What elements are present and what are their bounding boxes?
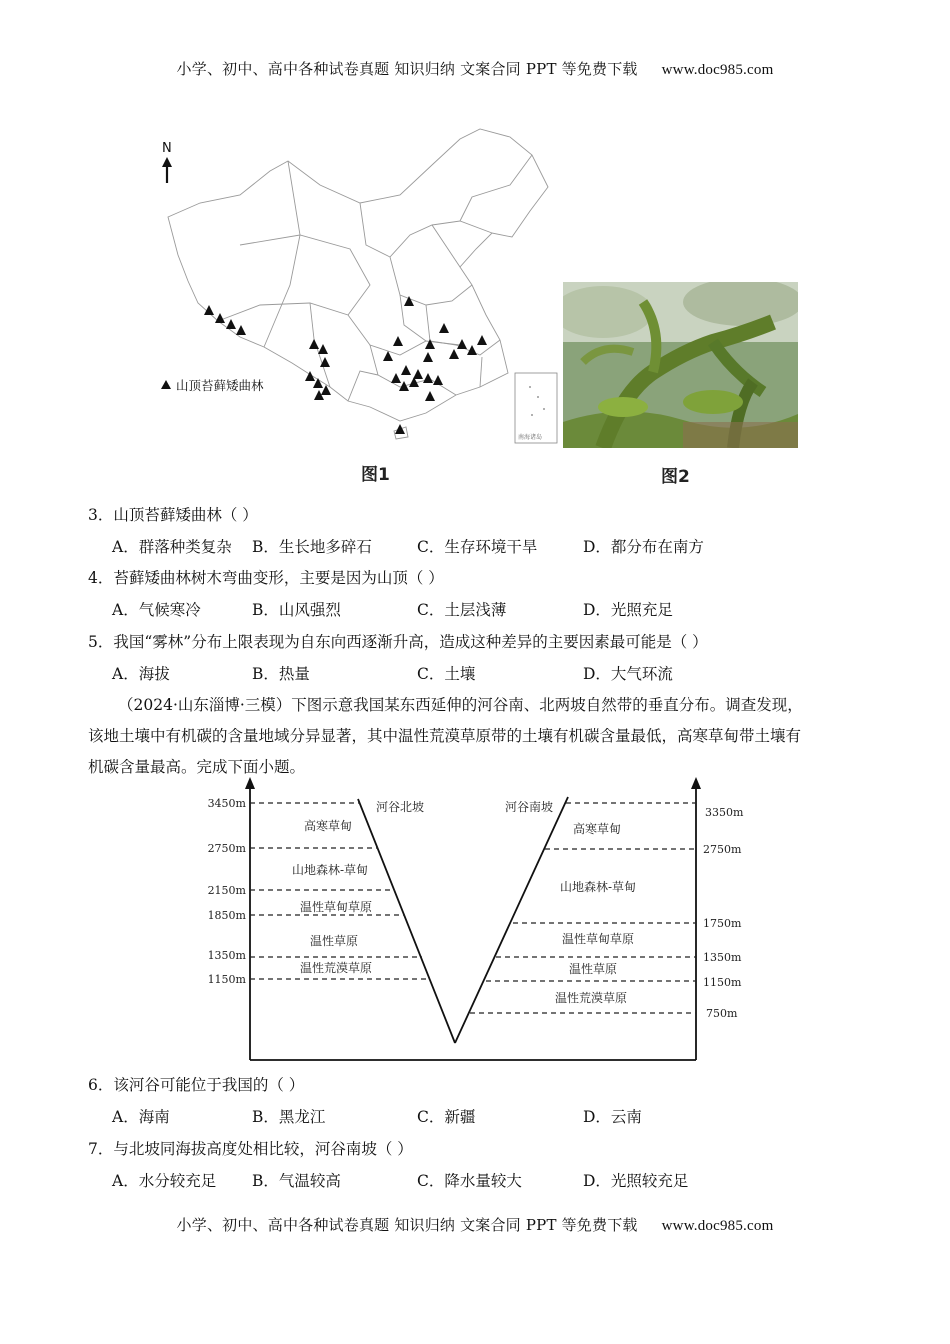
question-7-options (112, 1169, 912, 1191)
option-c: C．土层浅薄 (417, 601, 507, 619)
option-b: B．黑龙江 (252, 1108, 326, 1126)
map-legend (161, 378, 264, 393)
zone-label: 山地森林-草甸 (559, 880, 637, 894)
forest-marker-icon (425, 339, 435, 349)
option-d: D．光照较充足 (583, 1172, 689, 1190)
question-5-options (112, 662, 912, 684)
zone-label: 高寒草甸 (572, 822, 622, 836)
tick-label: 3450m (207, 797, 246, 810)
north-label: N (162, 141, 172, 156)
option-d: D．大气环流 (583, 665, 673, 683)
forest-markers (204, 296, 487, 434)
question-7: 7．与北坡同海拔高度处相比较，河谷南坡（ ） (88, 1140, 413, 1158)
forest-marker-icon (439, 323, 449, 333)
slope-labels (376, 799, 553, 814)
left-axis-arrow-icon (245, 777, 255, 789)
option-c: C．生存环境干旱 (417, 538, 538, 556)
question-3: 3．山顶苔藓矮曲林（ ） (88, 506, 258, 524)
forest-marker-icon (391, 373, 401, 383)
tick-label: 1150m (703, 976, 742, 989)
legend-label: 山顶苔藓矮曲林 (176, 378, 264, 393)
forest-marker-icon (423, 373, 433, 383)
option-c: C．降水量较大 (417, 1172, 522, 1190)
forest-marker-icon (401, 365, 411, 375)
tick-label: 2150m (207, 884, 246, 897)
zone-label: 温性草原 (309, 934, 359, 948)
zone-label: 温性荒漠草原 (554, 991, 628, 1005)
figure1-caption: 图1 (361, 465, 390, 485)
south-ticks (703, 806, 744, 1020)
option-b: B．生长地多碎石 (252, 538, 372, 556)
intro-line-2: 该地土壤中有机碳的含量地域分异显著，其中温性荒漠草原带的土壤有机碳含量最低，高寒草甸带土壤有 (88, 727, 802, 745)
tick-label: 2750m (703, 843, 742, 856)
forest-marker-icon (477, 335, 487, 345)
option-a: A．水分较充足 (112, 1172, 217, 1190)
forest-marker-icon (226, 319, 236, 329)
tick-label: 750m (706, 1007, 738, 1020)
footer-site: www.doc985.com (661, 1218, 774, 1234)
right-axis-arrow-icon (691, 777, 701, 789)
zone-label: 高寒草甸 (303, 819, 353, 833)
forest-marker-icon (413, 369, 423, 379)
forest-marker-icon (423, 352, 433, 362)
figure2-caption: 图2 (661, 467, 690, 487)
question-4: 4．苔藓矮曲林树木弯曲变形，主要是因为山顶（ ） (88, 569, 444, 587)
option-c: C．土壤 (417, 665, 476, 683)
forest-marker-icon (393, 336, 403, 346)
option-a: A．群落种类复杂 (112, 538, 232, 556)
legend-triangle-icon (161, 380, 171, 389)
zone-label: 温性草甸草原 (561, 932, 635, 946)
tick-label: 1150m (207, 973, 246, 986)
forest-marker-icon (318, 344, 328, 354)
zone-label: 山地森林-草甸 (291, 863, 369, 877)
south-slope-label: 河谷南坡 (505, 800, 554, 814)
valley-profile (358, 797, 568, 1043)
intro-paragraph (88, 690, 878, 783)
inset-label: 南海诸岛 (518, 434, 543, 441)
north-arrow (162, 141, 172, 183)
page-header-top (0, 58, 950, 79)
south-sea-inset (515, 373, 557, 443)
option-a: A．海南 (112, 1108, 170, 1126)
forest-marker-icon (457, 339, 467, 349)
question-4-options (112, 598, 912, 620)
option-b: B．热量 (252, 665, 310, 683)
north-arrow-icon (162, 157, 172, 167)
option-b: B．山风强烈 (252, 601, 341, 619)
question-6: 6．该河谷可能位于我国的（ ） (88, 1076, 305, 1094)
tick-label: 2750m (207, 842, 246, 855)
question-6-options (112, 1105, 912, 1127)
tick-label: 1850m (207, 909, 246, 922)
intro-line-3: 机碳含量最高。完成下面小题。 (88, 758, 306, 776)
header-text: 小学、初中、高中各种试卷真题 知识归纳 文案合同 PPT 等免费下载 (176, 60, 638, 78)
zone-label: 温性草原 (568, 962, 618, 976)
forest-marker-icon (309, 339, 319, 349)
forest-marker-icon (313, 378, 323, 388)
tick-label: 3350m (705, 806, 744, 819)
north-slope-label: 河谷北坡 (376, 800, 425, 814)
forest-marker-icon (215, 313, 225, 323)
forest-marker-icon (236, 325, 246, 335)
forest-marker-icon (433, 375, 443, 385)
option-d: D．都分布在南方 (583, 538, 704, 556)
option-d: D．光照充足 (583, 601, 673, 619)
zone-label: 温性荒漠草原 (299, 961, 373, 975)
footer-text: 小学、初中、高中各种试卷真题 知识归纳 文案合同 PPT 等免费下载 (176, 1216, 638, 1234)
forest-marker-icon (449, 349, 459, 359)
option-c: C．新疆 (417, 1108, 476, 1126)
page-footer (0, 1214, 950, 1235)
option-a: A．海拔 (112, 665, 170, 683)
option-a: A．气候寒冷 (112, 601, 201, 619)
zone-label: 温性草甸草原 (299, 900, 373, 914)
china-map-figure (160, 125, 558, 450)
tick-label: 1350m (703, 951, 742, 964)
option-d: D．云南 (583, 1108, 642, 1126)
forest-marker-icon (425, 391, 435, 401)
intro-line-1: （2024·山东淄博·三模）下图示意我国某东西延伸的河谷南、北两坡自然带的垂直分布。调查发现， (118, 696, 803, 714)
question-5: 5．我国“雾林”分布上限表现为自东向西逐渐升高，造成这种差异的主要因素最可能是（ ） (88, 633, 708, 651)
tick-label: 1350m (207, 949, 246, 962)
forest-marker-icon (395, 424, 405, 434)
question-3-options (112, 535, 912, 557)
tick-label: 1750m (703, 917, 742, 930)
north-ticks (208, 797, 247, 986)
header-site: www.doc985.com (661, 62, 774, 78)
moss-forest-photo (563, 282, 798, 448)
option-b: B．气温较高 (252, 1172, 341, 1190)
valley-zonation-figure (200, 775, 760, 1065)
north-zone-labels (292, 818, 372, 975)
